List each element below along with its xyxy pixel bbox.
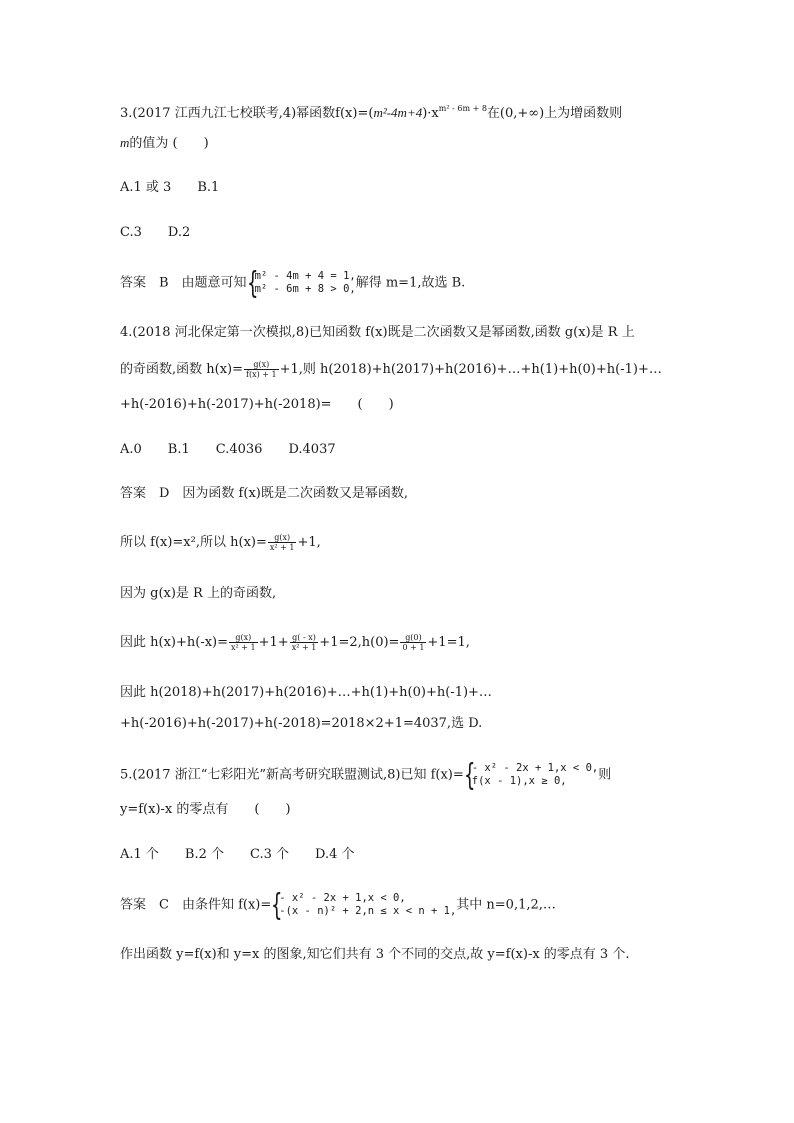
- q4-answer-4-h0: +1=2,h(0)=: [319, 635, 400, 650]
- q3-answer: [120, 266, 466, 301]
- q4-sum: +1,则 h(2018)+h(2017)+h(2016)+…+h(1)+h(0)+h(-1)+…: [279, 362, 662, 377]
- q4-fraction-2: $\frac{g( - x)}{\text{x² + 1}}$: [291, 633, 317, 652]
- q4-answer-3: 因为 g(x)是 R 上的奇函数,: [120, 586, 277, 601]
- q3-stem-2: [120, 133, 209, 154]
- q3-answer-tail: 解得 m=1,故选 B.: [355, 275, 466, 291]
- q5-answer-last: 作出函数 y=f(x)和 y=x 的图象,知它们共有 3 个不同的交点,故 y=f(x)-x 的零点有 3 个.: [120, 947, 630, 962]
- q4-answer-2-text: 所以 f(x)=x²,所以 h(x)=: [120, 535, 267, 550]
- q4-answer-4-mid: +1+: [258, 635, 289, 650]
- q3-case-2: m² - 6m + 8 > 0,: [254, 283, 356, 295]
- q4-fraction-1: $\frac{g(x)}{\text{x² + 1}}$: [231, 633, 256, 652]
- q3-variable: m: [120, 135, 130, 150]
- q4-answer-4-tail: +1=1,: [427, 635, 470, 650]
- q4-fraction: $\frac{g(x)}{f(x) + 1}$: [246, 360, 277, 379]
- q5-options: A.1 个 B.2 个 C.3 个 D.4 个: [120, 847, 355, 862]
- q3-function: f(x)=(: [335, 106, 374, 121]
- q4-stem-3: +h(-2016)+h(-2017)+h(-2018)= ( ): [120, 397, 394, 412]
- q5-stem-2: y=f(x)-x 的零点有 ( ): [120, 802, 291, 817]
- q3-base: )·x: [422, 106, 439, 121]
- q3-case-1: m² - 4m + 4 = 1,: [254, 270, 356, 282]
- q3-ask: 的值为 ( ): [129, 136, 209, 151]
- q3-stem: [120, 103, 622, 125]
- q3-answer-label: 答案 B 由题意可知: [120, 275, 247, 291]
- q4-answer-4-text: 因此 h(x)+h(-x)=: [120, 635, 229, 650]
- q5-stem-source: 5.(2017 浙江“七彩阳光”新高考研究联盟测试,8)已知 f(x)=: [120, 767, 464, 783]
- q5-answer-case-1: - x² - 2x + 1,x < 0,: [279, 892, 406, 904]
- q4-answer-1: 答案 D 因为函数 f(x)既是二次函数又是幂函数,: [120, 486, 408, 501]
- q4-stem-1: 4.(2018 河北保定第一次模拟,8)已知函数 f(x)既是二次函数又是幂函数,函数 g(x)是 R 上: [120, 325, 635, 340]
- q5-case-1: - x² - 2x + 1,x < 0,: [471, 762, 599, 774]
- q3-option-d: D.2: [167, 225, 191, 240]
- q5-stem-tail: 则: [598, 767, 612, 783]
- q5-answer-label: 答案 C 由条件知 f(x)=: [120, 897, 272, 913]
- q4-fraction-3: $\frac{g(0)}{0 + 1}$: [402, 633, 425, 652]
- q5-answer: [120, 888, 556, 923]
- q4-answer-fraction: $\frac{g(x)}{\text{x² + 1}}$: [269, 533, 295, 552]
- q4-h-def: 的奇函数,函数 h(x)=: [120, 362, 244, 377]
- q4-answer-2: [120, 533, 321, 553]
- q3-option-b: B.1: [197, 180, 220, 195]
- q3-options-row-1: [120, 178, 219, 198]
- q3-coefficient: m²-4m+4: [373, 105, 423, 120]
- q5-answer-piecewise: { - x² - 2x + 1,x < 0, -(x - n)² + 2,n ≤ x < n + 1,: [271, 888, 457, 923]
- q4-stem-2: [120, 360, 662, 380]
- q5-case-2: f(x - 1),x ≥ 0,: [471, 775, 567, 787]
- q3-case-system: { m² - 4m + 4 = 1, m² - 6m + 8 > 0,: [246, 266, 356, 301]
- q3-exponent: m² - 6m + 8: [438, 104, 487, 113]
- q4-answer-5: 因此 h(2018)+h(2017)+h(2016)+…+h(1)+h(0)+h(-1)+…: [120, 685, 492, 700]
- q5-piecewise: { - x² - 2x + 1,x < 0, f(x - 1),x ≥ 0,: [463, 758, 599, 793]
- q3-option-c: C.3: [120, 225, 142, 240]
- q4-options: A.0 B.1 C.4036 D.4037: [120, 442, 336, 457]
- q4-answer-4: [120, 633, 470, 653]
- q3-condition: 在(0,+∞)上为增函数则: [486, 106, 623, 121]
- q3-stem-source: 3.(2017 江西九江七校联考,4)幂函数: [120, 106, 336, 121]
- q5-answer-tail: 其中 n=0,1,2,…: [456, 897, 556, 913]
- q4-answer-2-tail: +1,: [297, 535, 321, 550]
- q4-answer-6: +h(-2016)+h(-2017)+h(-2018)=2018×2+1=4037,选 D.: [120, 716, 483, 731]
- q5-stem-1: [120, 758, 612, 793]
- q3-option-a: A.1 或 3: [120, 180, 172, 195]
- q5-answer-case-2: -(x - n)² + 2,n ≤ x < n + 1,: [279, 905, 457, 917]
- q3-options-row-2: [120, 223, 190, 243]
